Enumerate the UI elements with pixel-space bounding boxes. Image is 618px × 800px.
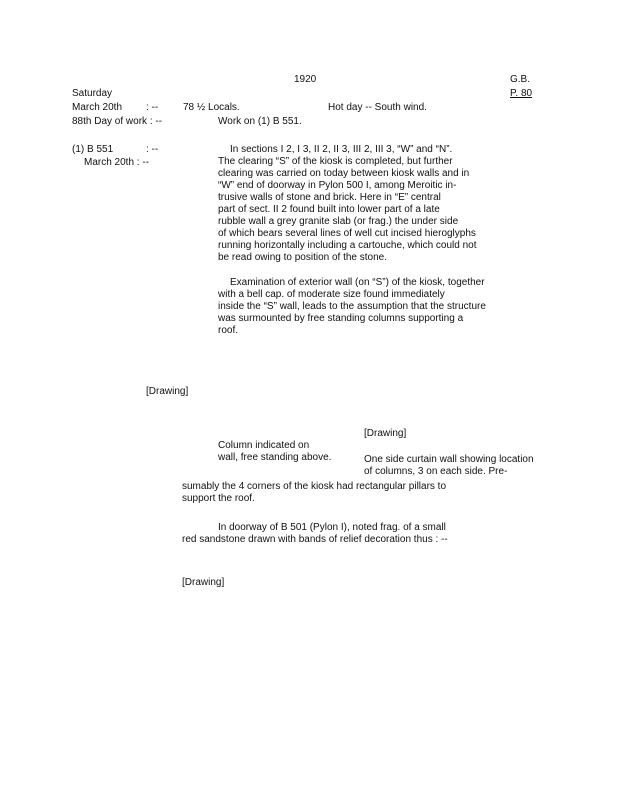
paragraph-line: clearing was carried on today between kiosk walls and in [218,168,470,179]
page-reference: P. 80 [510,88,533,99]
paragraph-line: rubble wall a grey granite slab (or frag.) the under side [218,216,459,227]
paragraph-line: with a bell cap. of moderate size found immediately [218,289,445,300]
date: March 20th [72,102,123,113]
paragraph-line: inside the “S” wall, leads to the assumption that the structure [218,301,486,312]
paragraph-4 [182,522,448,546]
caption-line: Column indicated on [218,440,310,451]
paragraph-line: was surmounted by free standing columns supporting a [218,313,464,324]
paragraph-line: red sandstone drawn with bands of relief decoration thus : -- [182,534,448,545]
work-on: Work on (1) B 551. [218,116,302,127]
paragraph-line: In sections I 2, I 3, II 2, II 3, III 2, III 3, “W” and “N”. [230,144,453,155]
caption-right [364,454,534,478]
entry-reference: (1) B 551 [72,144,114,155]
paragraph-line: The clearing “S” of the kiosk is completed, but further [218,156,453,167]
entry-reference-separator: : -- [146,144,159,155]
year: 1920 [294,74,317,85]
weather-note: Hot day -- South wind. [328,102,427,113]
drawing-placeholder: [Drawing] [182,577,225,588]
paragraph-3 [182,481,446,505]
paragraph-line: support the roof. [182,493,255,504]
paragraph-line: of which bears several lines of well cut incised hieroglyphs [218,228,476,239]
locals-count: 78 ½ Locals. [183,102,240,113]
entry-date: March 20th : -- [84,157,150,168]
paragraph-line: part of sect. II 2 found built into lower part of a late [218,204,440,215]
caption-line: wall, free standing above. [218,452,332,463]
paragraph-line: be read owing to position of the stone. [218,252,388,263]
paragraph-1 [218,144,477,264]
paragraph-line: sumably the 4 corners of the kiosk had rectangular pillars to [182,481,447,492]
caption-line: of columns, 3 on each side. Pre- [364,466,508,477]
paragraph-line: “W” end of doorway in Pylon 500 I, among Meroitic in- [218,180,457,191]
caption-line: One side curtain wall showing location [364,454,534,465]
paragraph-line: running horizontally including a cartouche, which could not [218,240,477,251]
weekday: Saturday [72,88,113,99]
date-separator: : -- [146,102,159,113]
paragraph-2 [218,277,486,337]
caption-left [218,440,331,464]
day-of-work: 88th Day of work : -- [72,116,163,127]
initials: G.B. [510,74,531,85]
drawing-placeholder: [Drawing] [364,428,407,439]
paragraph-line: In doorway of B 501 (Pylon I), noted frag. of a small [218,522,446,533]
paragraph-line: Examination of exterior wall (on “S”) of the kiosk, together [230,277,485,288]
paragraph-line: trusive walls of stone and brick. Here in “E” central [218,192,441,203]
paragraph-line: roof. [218,325,239,336]
drawing-placeholder: [Drawing] [146,386,189,397]
